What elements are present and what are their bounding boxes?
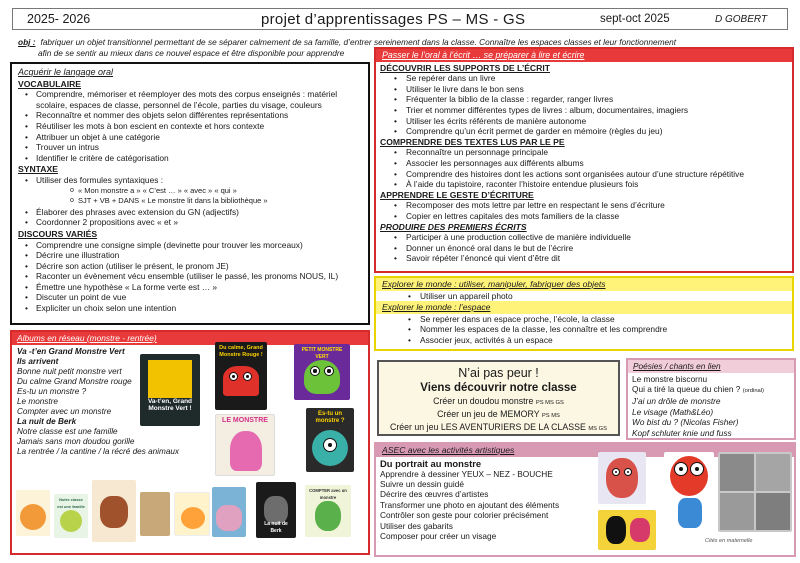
album-title: Ils arrivent xyxy=(17,356,59,366)
list-item: • Comprendre une consigne simple (devinette pour trouver les morceaux) xyxy=(18,240,362,251)
list-item: • Décrire une illustration xyxy=(18,250,362,261)
explore-objects-list xyxy=(380,291,788,302)
book-cover-small-3 xyxy=(92,480,136,542)
list-item: • Coordonner 2 propositions avec « et » xyxy=(18,217,362,228)
book-cover-compter xyxy=(305,485,351,537)
list-item: • Utiliser les écrits référents de manière autonome xyxy=(380,116,788,127)
project-item-levels: MS GS xyxy=(588,426,608,432)
arts-item: Apprendre à dessiner YEUX – NEZ - BOUCHE xyxy=(380,468,553,479)
poem-title: Le visage (Math&Léo) xyxy=(632,406,714,417)
albums-title: Albums en réseau (monstre - rentrée) xyxy=(12,332,368,345)
poem-item xyxy=(632,428,790,438)
syntax-list xyxy=(18,175,362,228)
list-item: • Utiliser le livre dans le bon sens xyxy=(380,84,788,95)
sub-list-item: o SJT + VB + DANS « Le monstre lit dans la bibliothèque » xyxy=(18,196,362,207)
section-list xyxy=(380,147,788,189)
album-title: Va -t’en Grand Monstre Vert xyxy=(17,346,125,356)
list-item: • Expliciter un choix selon une intention xyxy=(18,303,362,314)
book-cover-title: Notre classe est une famille xyxy=(57,497,85,509)
list-item: • Participer à une production collective de manière individuelle xyxy=(380,232,788,243)
list-item: • Discuter un point de vue xyxy=(18,292,362,303)
explore-space-list xyxy=(380,314,788,346)
poems-title: Poésies / chants en lien xyxy=(628,360,794,373)
album-title: Es-tu un monstre ? xyxy=(17,386,87,396)
list-item: • Donner un énoncé oral dans le but de l’écrire xyxy=(380,243,788,254)
book-cover-small-5 xyxy=(174,492,210,536)
book-cover-small-4 xyxy=(140,492,170,536)
list-item: • Fréquenter la biblio de la classe : regarder, ranger livres xyxy=(380,94,788,105)
section-heading: APPRENDRE LE GESTE D’ÉCRITURE xyxy=(380,189,534,200)
album-title: La rentrée / la cantine / la récré des animaux xyxy=(17,446,180,456)
book-cover-le-monstre xyxy=(215,414,275,476)
list-item: • Décrire son action (utiliser le présent, le pronom JE) xyxy=(18,261,362,272)
project-line-2: Viens découvrir notre classe xyxy=(420,382,577,394)
list-item: • Comprendre, mémoriser et réemployer des mots des corpus enseignés : matériel scolaire, espaces de classe, personnel de l’école, parties du visage, couleurs xyxy=(18,89,362,110)
poem-item xyxy=(632,374,790,384)
book-cover-title: Du calme, Grand Monstre Rouge ! xyxy=(219,345,263,358)
poem-item xyxy=(632,396,790,406)
book-cover-title: COMPTER avec un monstre xyxy=(309,488,347,500)
artwork-monster xyxy=(664,452,714,532)
list-item: • Associer jeux, activités à un espace xyxy=(380,335,788,346)
list-item: • Attribuer un objet à une catégorie xyxy=(18,132,362,143)
section-list xyxy=(380,200,788,221)
project-item xyxy=(379,396,618,409)
writing-title: Passer le l’oral à l’écrit … se préparer à lire et écrire xyxy=(376,49,792,62)
artwork-photo-grid xyxy=(718,452,792,532)
album-title: Le monstre xyxy=(17,396,58,406)
list-item: • Émettre une hypothèse « La forme verte est … » xyxy=(18,282,362,293)
book-cover-small-1 xyxy=(16,490,50,536)
list-item: • Raconter un évènement vécu ensemble (utiliser le passé, les pronoms NOUS, IL) xyxy=(18,271,362,282)
section-heading: DÉCOUVRIR LES SUPPORTS DE L’ÉCRIT xyxy=(380,62,550,73)
list-item: • Savoir répéter l’énoncé qui vient d’être dit xyxy=(380,253,788,264)
sub-list-item: o « Mon monstre a » « C’est … » « avec » « qui » xyxy=(18,186,362,197)
artwork-portrait-2 xyxy=(598,510,656,550)
explore-objects-title: Explorer le monde : utiliser, manipuler, fabriquer des objets xyxy=(376,278,792,291)
book-cover-berk xyxy=(256,482,296,538)
period-dates: sept-oct 2025 xyxy=(600,13,670,25)
albums-box xyxy=(10,330,370,555)
list-item: • Identifier le critère de catégorisation xyxy=(18,153,362,164)
book-cover-petit-monstre xyxy=(294,344,350,400)
poem-title: Qui a tiré la queue du chien ? xyxy=(632,384,741,394)
album-title: Jamais sans mon doudou gorille xyxy=(17,436,135,446)
list-item: • Trier et nommer différentes types de livres : album, documentaires, imagiers xyxy=(380,105,788,116)
list-item: • Nommer les espaces de la classe, les connaître et les comprendre xyxy=(380,324,788,335)
vocab-heading: VOCABULAIRE xyxy=(18,78,82,89)
poems-box xyxy=(626,358,796,440)
page-title: projet d’apprentissages PS – MS - GS xyxy=(261,10,526,28)
project-item-levels: PS MS xyxy=(541,413,560,419)
album-title: Notre classe est une famille xyxy=(17,426,118,436)
objective-line-2: afin de se sentir au mieux dans ce nouvel espace et être disponible pour apprendre xyxy=(38,48,345,58)
discourse-list xyxy=(18,240,362,314)
oral-language-title: Acquérir le langage oral xyxy=(18,67,114,77)
arts-item: Transformer une photo en ajoutant des éléments xyxy=(380,499,560,510)
album-title: Compter avec un monstre xyxy=(17,406,112,416)
list-item: • Copier en lettres capitales des mots familiers de la classe xyxy=(380,211,788,222)
project-item-levels: PS MS GS xyxy=(535,400,564,406)
list-item: • Réutiliser les mots à bon escient en contexte et hors contexte xyxy=(18,121,362,132)
project-line-1: N’ai pas peur ! xyxy=(458,366,539,380)
book-cover-title: Va-t’en, Grand Monstre Vert ! xyxy=(147,398,193,412)
syntax-heading: SYNTAXE xyxy=(18,164,58,175)
artwork-portrait-1 xyxy=(598,452,646,504)
poem-item xyxy=(632,407,790,417)
list-item: • Comprendre des histoires dont les actions sont organisées autour d’une structure répétitive xyxy=(380,169,788,180)
objective-line-1: fabriquer un objet transitionnel permettant de se séparer calmement de sa famille, d’entrer sereinement dans la classe. Connaître les espaces classes et leur fonctionnement xyxy=(40,37,677,47)
book-cover-title: PETIT MONSTRE VERT xyxy=(301,347,343,360)
explore-world-box xyxy=(374,276,794,351)
vocab-list xyxy=(18,89,362,163)
section-heading: COMPRENDRE DES TEXTES LUS PAR LE PE xyxy=(380,136,565,147)
book-cover-title: Es-tu un monstre ? xyxy=(315,411,345,424)
page-header xyxy=(12,8,788,30)
book-cover-title: La nuit de Berk xyxy=(264,521,288,534)
list-item: • Se repérer dans un espace proche, l’école, la classe xyxy=(380,314,788,325)
section-list xyxy=(380,73,788,137)
arts-item: Utiliser des gabarits xyxy=(380,520,453,531)
project-item xyxy=(379,422,618,435)
oral-language-box xyxy=(10,62,370,325)
book-cover-small-6 xyxy=(212,487,246,537)
book-cover-title: LE MONSTRE xyxy=(222,417,268,424)
book-cover-du-calme xyxy=(215,342,267,410)
list-item: • Comprendre qu’un écrit permet de garder en mémoire (règles du jeu) xyxy=(380,126,788,137)
poem-title: Kopf schluter knie und fuss xyxy=(632,427,732,438)
objective-label: obj : xyxy=(18,37,36,47)
list-item: • Se repérer dans un livre xyxy=(380,73,788,84)
list-item: • Trouver un intrus xyxy=(18,142,362,153)
list-item: • Associer les personnages aux différents albums xyxy=(380,158,788,169)
list-item: • Utiliser un appareil photo xyxy=(380,291,788,302)
list-item: • Utiliser des formules syntaxiques : xyxy=(18,175,362,186)
album-title: Du calme Grand Monstre rouge xyxy=(17,376,132,386)
discourse-heading: DISCOURS VARIÉS xyxy=(18,228,98,239)
album-title: Bonne nuit petit monstre vert xyxy=(17,366,122,376)
arts-subtitle: Du portrait au monstre xyxy=(380,457,482,469)
project-box xyxy=(377,360,620,436)
section-heading: PRODUIRE DES PREMIERS ÉCRITS xyxy=(380,221,527,232)
arts-item: Composer pour créer un visage xyxy=(380,531,497,542)
book-cover-es-tu xyxy=(306,408,354,472)
book-cover-famille xyxy=(54,494,88,538)
project-item-text: Créer un doudou monstre xyxy=(433,396,534,406)
credit-text: Cités en maternelle xyxy=(705,538,753,544)
explore-space-title: Explorer le monde : l’espace xyxy=(376,301,792,314)
project-item xyxy=(379,409,618,422)
writing-box xyxy=(374,47,794,273)
arts-item: Contrôler son geste pour colorier précisément xyxy=(380,510,549,521)
poem-title: Le monstre biscornu xyxy=(632,373,708,384)
section-list xyxy=(380,232,788,264)
poem-item xyxy=(632,417,790,427)
book-cover-va-ten xyxy=(140,354,200,426)
list-item: • Élaborer des phrases avec extension du GN (adjectifs) xyxy=(18,207,362,218)
arts-title: ASEC avec les activités artistiques xyxy=(376,444,794,457)
author-name: D GOBERT xyxy=(715,13,768,25)
project-item-text: Créer un jeu LES AVENTURIERS DE LA CLASSE xyxy=(389,422,586,432)
arts-item: Suivre un dessin guidé xyxy=(380,479,464,489)
school-year: 2025- 2026 xyxy=(27,12,91,26)
arts-item: Décrire des œuvres d’artistes xyxy=(380,489,489,500)
poem-note: (ordinal) xyxy=(742,388,764,394)
project-item-text: Créer un jeu de MEMORY xyxy=(437,409,540,419)
list-item: • Recomposer des mots lettre par lettre en respectant le sens d’écriture xyxy=(380,200,788,211)
poem-title: Wo bist du ? (Nicolas Fisher) xyxy=(632,417,739,428)
poem-title: J’ai un drôle de monstre xyxy=(632,396,721,407)
list-item: • À l’aide du tapistoire, raconter l’histoire entendue plusieurs fois xyxy=(380,179,788,190)
list-item: • Reconnaître et nommer des objets selon différentes représentations xyxy=(18,110,362,121)
album-title: La nuit de Berk xyxy=(17,416,77,426)
list-item: • Reconnaître un personnage principale xyxy=(380,147,788,158)
poem-item xyxy=(632,384,790,396)
